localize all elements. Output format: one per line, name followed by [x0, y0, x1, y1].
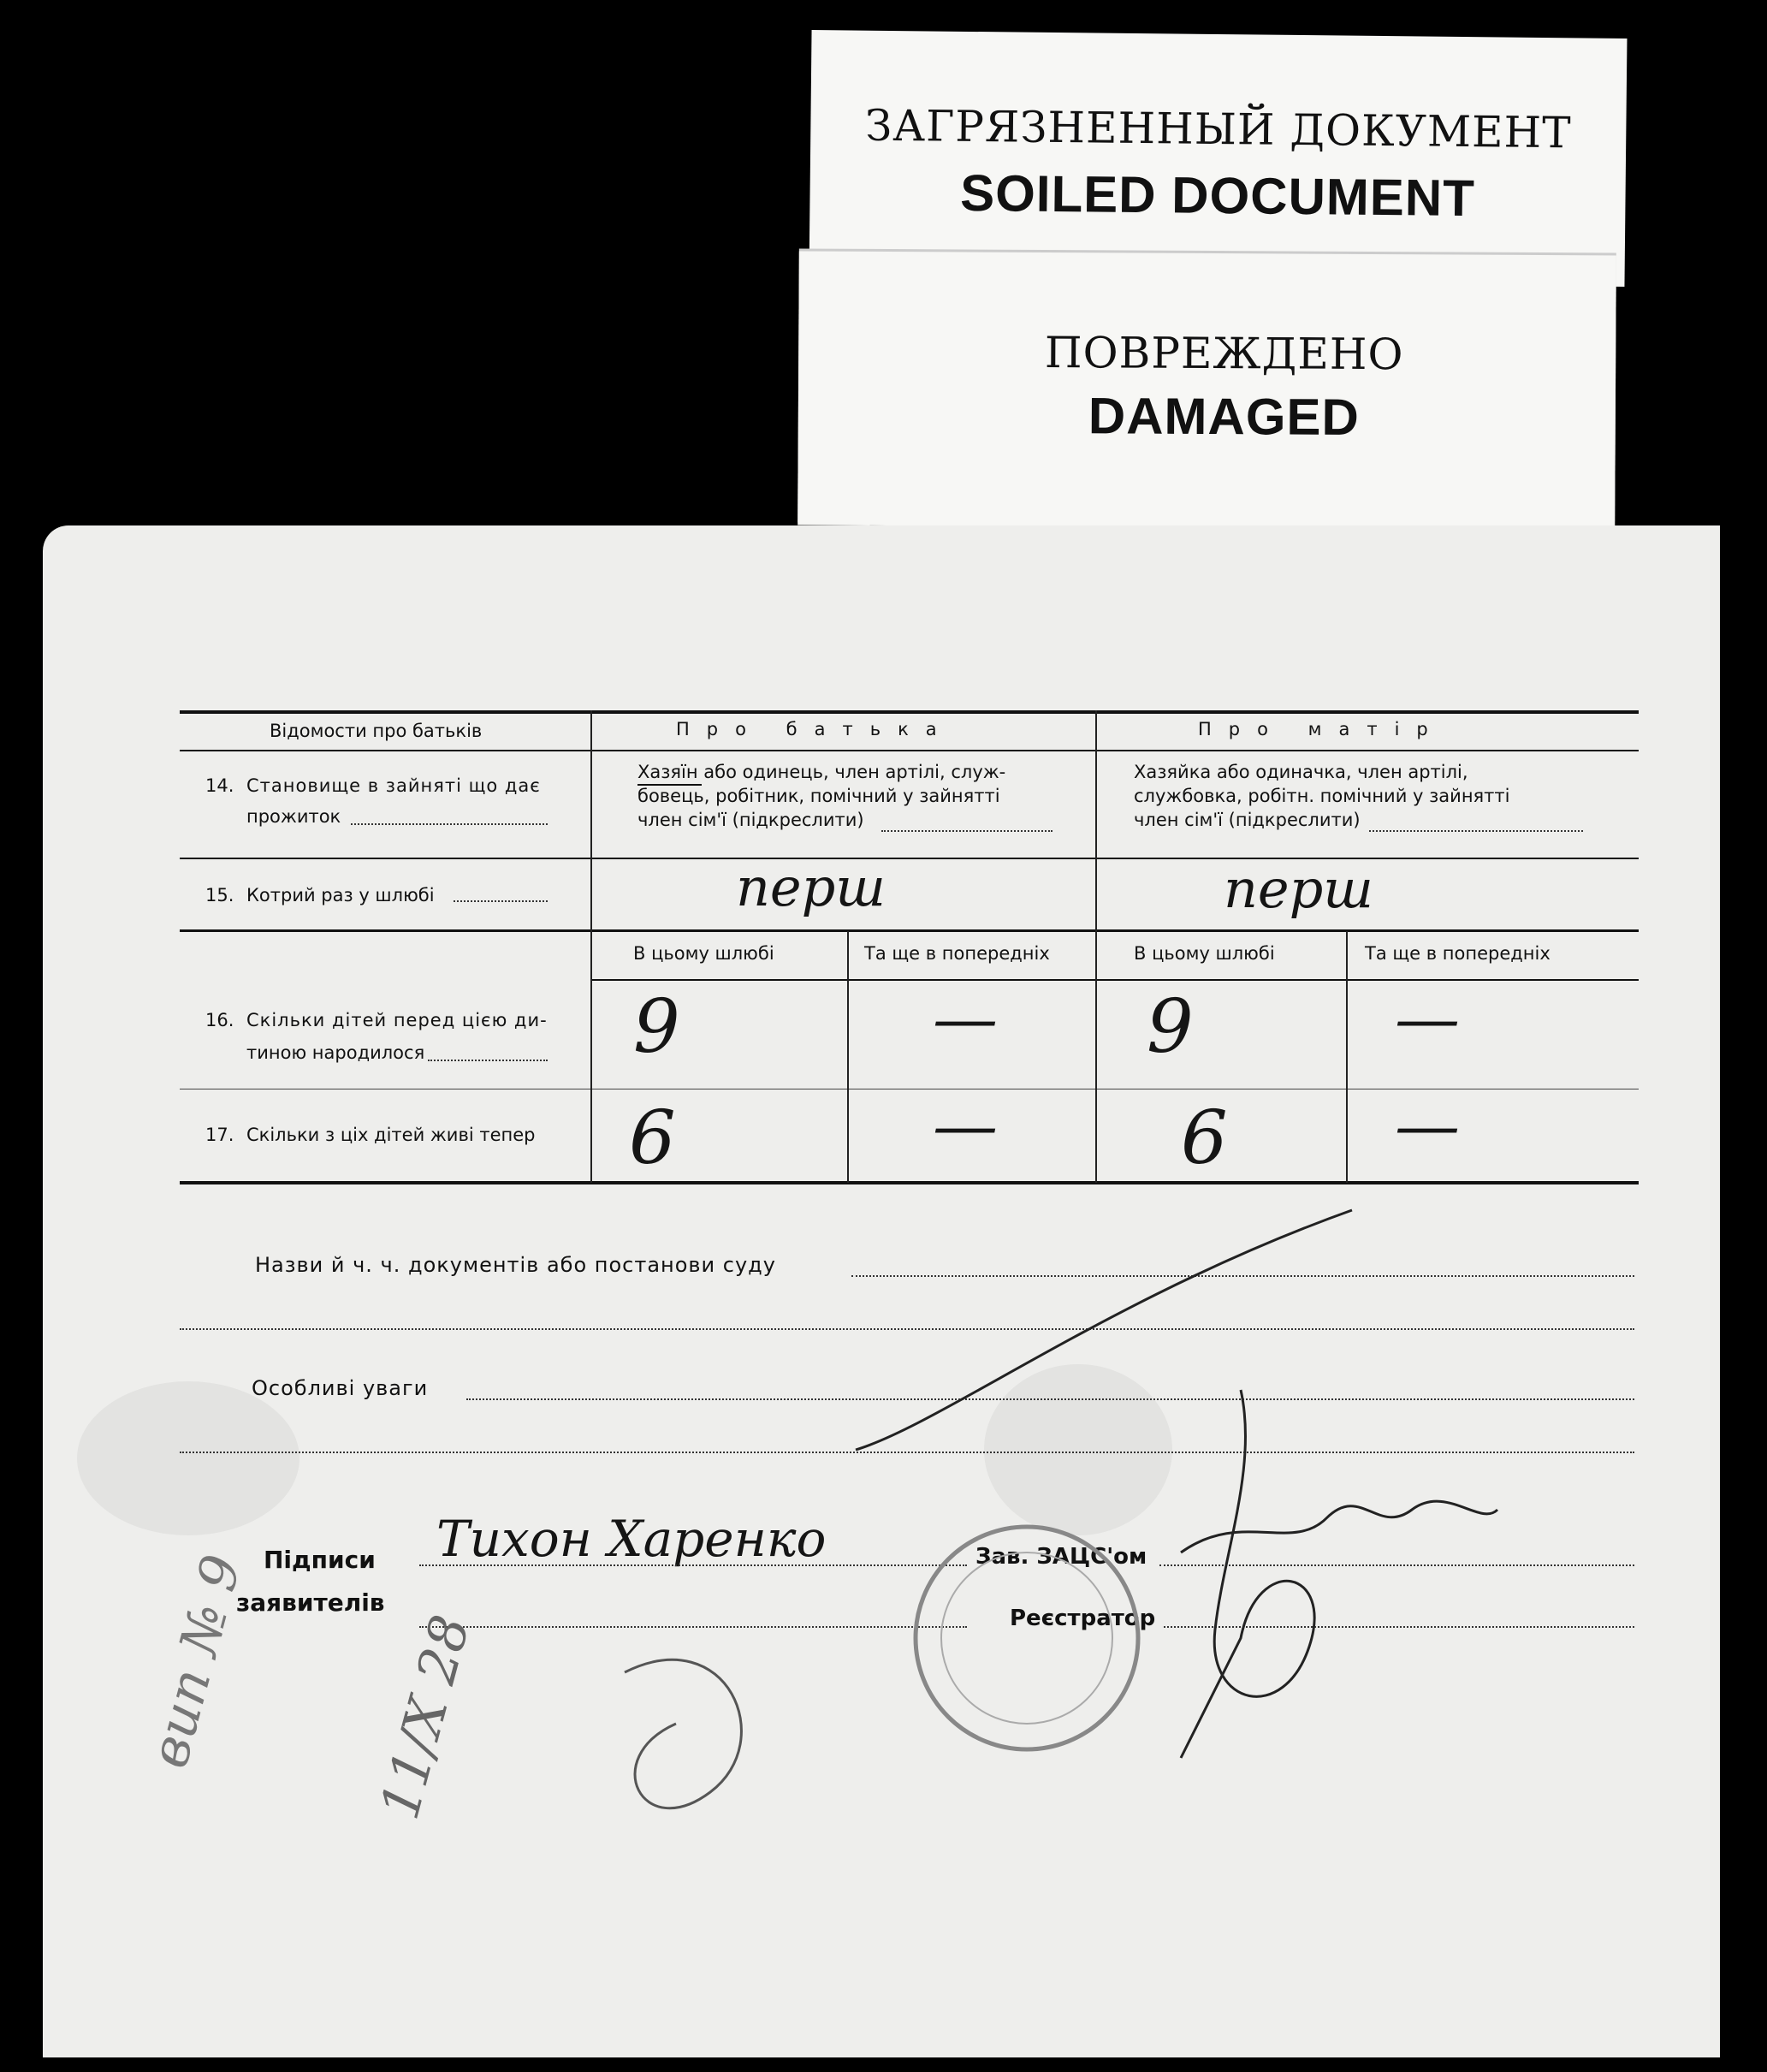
row17-mother-this: 6	[1181, 1095, 1228, 1181]
registrar-signature-stroke	[1181, 1390, 1314, 1758]
row15-label: Котрий раз у шлюбі	[246, 885, 435, 905]
row17-number: 17.	[205, 1125, 234, 1145]
row15-mother-value: перш	[1224, 858, 1374, 920]
subheader-father-previous: Та ще в попередніх	[864, 943, 1050, 964]
row15-father-value: перш	[736, 856, 886, 918]
notes-label: Особливі уваги	[252, 1376, 429, 1400]
signatures-label: Підписи	[264, 1546, 376, 1574]
margin-note-number: вип № 9	[137, 1548, 254, 1774]
row17-mother-prev: —	[1395, 1087, 1460, 1163]
header-parents-info: Відомости про батьків	[270, 721, 483, 741]
row16-number: 16.	[205, 1010, 234, 1030]
official-stamp-inner	[941, 1553, 1112, 1724]
row14-father-options-cont: член сім'ї (підкреслити)	[637, 810, 864, 830]
row15-number: 15.	[205, 885, 234, 905]
header-about-father: Про батька	[676, 719, 954, 739]
subheader-mother-previous: Та ще в попередніх	[1365, 943, 1551, 964]
row14-father-options: Хазяїн або одинець, член артілі, служ-	[637, 762, 1006, 782]
ink-markings	[43, 525, 1720, 2057]
header-about-mother: Про матір	[1198, 719, 1445, 739]
document-sheet	[43, 525, 1720, 2057]
row17-label: Скільки з ціх дітей живі тепер	[246, 1125, 536, 1145]
row14-label: Становище в зайняті що дає	[246, 775, 541, 796]
signatures-label-cont: заявителів	[236, 1588, 385, 1617]
subheader-father-this-marriage: В цьому шлюбі	[633, 943, 774, 964]
head-of-registry-label: Зав. ЗАЦС'ом	[975, 1544, 1147, 1570]
registrar-label: Реєстратор	[1010, 1606, 1156, 1631]
soiled-label-en: SOILED DOCUMENT	[959, 163, 1476, 228]
row14-father-options-cont: бовець, робітник, помічний у зайнятті	[637, 786, 1000, 806]
damaged-document-label	[798, 252, 1616, 530]
row14-mother-options: Хазяйка або одиначка, член артілі,	[1134, 762, 1468, 782]
row16-label-cont: тиною народилося	[246, 1042, 425, 1063]
row14-mother-options-cont: член сім'ї (підкреслити)	[1134, 810, 1361, 830]
applicant-signature: Тихон Харенко	[436, 1510, 827, 1568]
soiled-document-label	[809, 30, 1628, 287]
row17-father-this: 6	[629, 1095, 676, 1181]
margin-note-date: 11/X 28	[368, 1608, 483, 1826]
official-stamp	[916, 1527, 1138, 1749]
row16-father-prev: —	[933, 980, 998, 1056]
damaged-label-ru: ПОВРЕЖДЕНО	[1044, 328, 1404, 380]
margin-initial-stroke	[625, 1659, 741, 1808]
row17-father-prev: —	[933, 1087, 998, 1163]
row14-mother-options-cont: службовка, робітн. помічний у зайнятті	[1134, 786, 1510, 806]
row16-label: Скільки дітей перед цією ди-	[246, 1010, 548, 1030]
row16-father-this: 9	[633, 984, 680, 1070]
documents-label: Назви й ч. ч. документів або постанови суду	[255, 1253, 776, 1277]
damaged-label-en: DAMAGED	[1088, 387, 1361, 446]
row14-number: 14.	[205, 775, 234, 796]
row14-label-cont: прожиток	[246, 806, 341, 827]
row16-mother-prev: —	[1395, 980, 1460, 1056]
head-signature-stroke	[1181, 1501, 1497, 1553]
soiled-label-ru: ЗАГРЯЗНЕННЫЙ ДОКУМЕНТ	[864, 100, 1572, 158]
subheader-mother-this-marriage: В цьому шлюбі	[1134, 943, 1275, 964]
cancel-stroke	[856, 1210, 1352, 1450]
row16-mother-this: 9	[1147, 984, 1194, 1070]
